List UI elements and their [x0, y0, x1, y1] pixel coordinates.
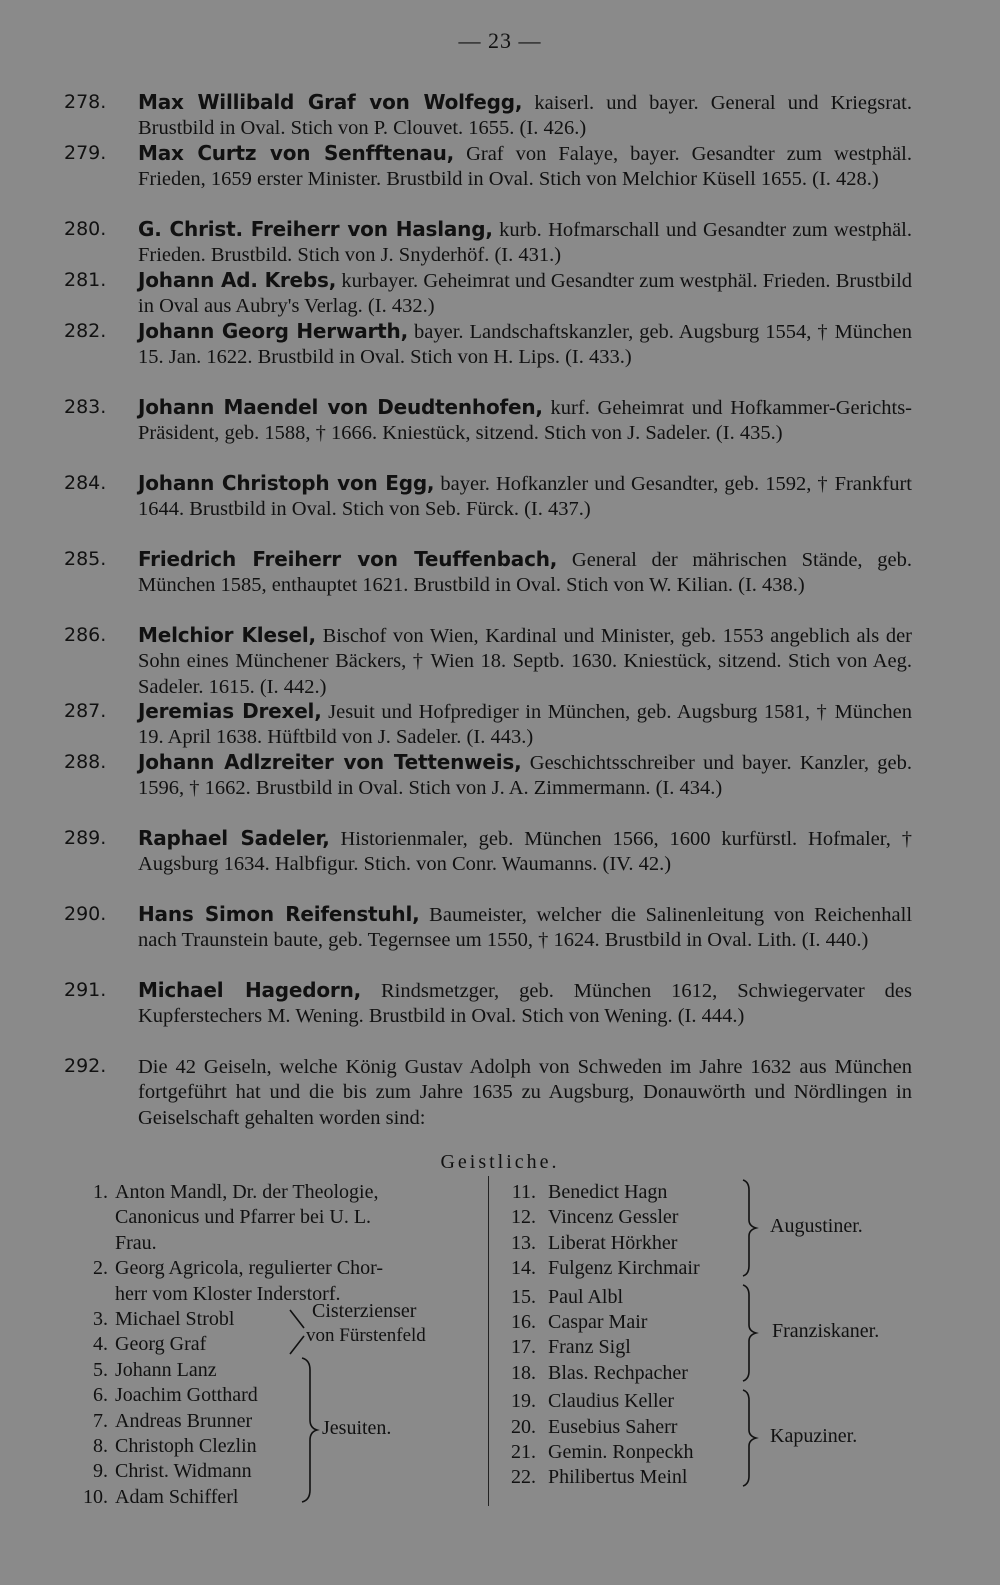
entry-text: General der mährischen Stände, geb. München 1585, enthauptet 1621. Brustbild in Oval. Stich von W. Kilian. (I. 438.): [138, 549, 912, 597]
list-index: 22.: [511, 1466, 536, 1489]
list-text: Vincenz Gessler: [548, 1206, 679, 1229]
list-text: Claudius Keller: [548, 1390, 675, 1413]
list-index: 5.: [93, 1358, 108, 1381]
cistercian-label-2: von Fürstenfeld: [306, 1325, 426, 1346]
entry-text: kurb. Hofmarschall und Gesandter zum westphäl. Frieden. Brustbild. Stich von J. Snyderhöf. (I. 431.): [138, 219, 912, 267]
list-index: 2.: [93, 1257, 108, 1280]
entry-number: 286.: [64, 624, 107, 646]
entry-name: G. Christ. Freiherr von Haslang,: [138, 217, 493, 241]
list-item: [70, 1459, 480, 1484]
list-index: 13.: [511, 1231, 536, 1254]
entry: [0, 902, 1000, 978]
list-index: 11.: [511, 1181, 536, 1203]
list-item: [500, 1285, 920, 1310]
entry: [0, 141, 1000, 217]
entry-name: Johann Ad. Krebs,: [138, 268, 337, 292]
list-index: 21.: [511, 1441, 536, 1464]
entry: [0, 319, 1000, 395]
entry-text: Die 42 Geiseln, welche König Gustav Adolph von Schweden im Jahre 1632 aus München fortgeführt hat und die bis zum Jahre 1635 zu Augsburg, Donauwörth und Nördlingen in Geiselschaft gehalten worden sind:: [138, 1056, 912, 1129]
entry-number: 290.: [64, 903, 107, 925]
list-item: [70, 1409, 480, 1434]
franciscan-label: Franziskaner.: [772, 1320, 880, 1342]
list-text: Canonicus und Pfarrer bei U. L.: [115, 1206, 372, 1229]
list-text: Johann Lanz: [115, 1358, 217, 1381]
entry-name: Hans Simon Reifenstuhl,: [138, 902, 420, 926]
entry: [0, 750, 1000, 826]
entry-name: Johann Georg Herwarth,: [138, 319, 408, 343]
entry: [0, 395, 1000, 471]
entry-number: 282.: [64, 320, 107, 342]
entry: [0, 699, 1000, 750]
jesuit-label: Jesuiten.: [322, 1417, 392, 1439]
list-index: 18.: [511, 1361, 536, 1384]
entry-number: 278.: [64, 91, 107, 113]
entry-number: 288.: [64, 751, 107, 773]
list-text: Blas. Rechpacher: [548, 1361, 688, 1384]
entry-number: 291.: [64, 979, 107, 1001]
entry-name: Johann Adlzreiter von Tettenweis,: [138, 750, 522, 774]
list-index: 6.: [93, 1384, 108, 1407]
entry-text: Rindsmetzger, geb. München 1612, Schwiegervater des Kupferstechers M. Wening. Brustbild in Oval. Stich von Wening. (I. 444.): [138, 980, 912, 1028]
list-text: herr vom Kloster Inderstorf.: [115, 1282, 341, 1305]
list-index: 8.: [93, 1435, 108, 1458]
list-item-continuation: [70, 1205, 480, 1230]
list-text: Caspar Mair: [548, 1311, 648, 1334]
entry: [0, 826, 1000, 902]
entry: [0, 1054, 1000, 1130]
entry-name: Raphael Sadeler,: [138, 826, 330, 850]
list-index: 14.: [511, 1257, 536, 1280]
list-text: Georg Graf: [115, 1333, 207, 1356]
entry-number: 280.: [64, 218, 107, 240]
list-text: Philibertus Meinl: [548, 1466, 688, 1489]
list-item: [500, 1389, 920, 1414]
list-text: Andreas Brunner: [115, 1409, 253, 1432]
franciscan-bracket: [740, 1283, 760, 1383]
list-text: Anton Mandl, Dr. der Theologie,: [115, 1181, 379, 1203]
list-text: Gemin. Ronpeckh: [548, 1441, 694, 1464]
augustinian-bracket: [740, 1178, 760, 1278]
entry: [0, 90, 1000, 141]
entry-name: Michael Hagedorn,: [138, 978, 362, 1002]
list-text: Georg Agricola, regulierter Chor-: [115, 1257, 384, 1280]
entry-name: Max Curtz von Senfftenau,: [138, 141, 455, 165]
entry-name: Melchior Klesel,: [138, 623, 316, 647]
entry-text: Historienmaler, geb. München 1566, 1600 kurfürstl. Hofmaler, † Augsburg 1634. Halbfigur. Stich. von Conr. Waumanns. (IV. 42.): [138, 828, 913, 876]
list-item: [500, 1361, 920, 1386]
list-index: 15.: [511, 1285, 536, 1308]
list-index: 10.: [83, 1485, 108, 1508]
entry-name: Johann Christoph von Egg,: [138, 471, 435, 495]
section-title: Geistliche.: [440, 1151, 560, 1173]
list-item-continuation: [70, 1282, 480, 1307]
list-index: 7.: [93, 1409, 108, 1432]
entry-name: Friedrich Freiherr von Teuffenbach,: [138, 547, 558, 571]
list-text: Joachim Gotthard: [115, 1384, 258, 1407]
entry: [0, 978, 1000, 1054]
list-item: [70, 1358, 480, 1383]
list-item: [70, 1434, 480, 1459]
list-text: Liberat Hörkher: [548, 1231, 678, 1254]
list-item: [500, 1465, 920, 1490]
list-text: Eusebius Saherr: [548, 1415, 678, 1438]
entry-text: Jesuit und Hofprediger in München, geb. Augsburg 1581, † München 19. April 1638. Hüftbild von J. Sadeler. (I. 443.): [138, 701, 912, 749]
list-text: Benedict Hagn: [548, 1181, 668, 1203]
list-text: Michael Strobl: [115, 1308, 235, 1331]
entry-number: 283.: [64, 396, 107, 418]
page-number: — 23 —: [458, 28, 542, 53]
entry-text: kurf. Geheimrat und Hofkammer-Gerichts-Präsident, geb. 1588, † 1666. Kniestück, sitzend. Stich von J. Sadeler. (I. 435.): [138, 397, 913, 445]
list-text: Paul Albl: [548, 1285, 624, 1308]
augustinian-label: Augustiner.: [770, 1215, 863, 1237]
entry-text: Bischof von Wien, Kardinal und Minister, geb. 1553 angeblich als der Sohn eines Münchener Bäckers, † Wien 18. Septb. 1630. Kniestück, sitzend. Stich von Aeg. Sadeler. 1615. (I. 442.): [138, 625, 913, 698]
list-text: Christ. Widmann: [115, 1460, 252, 1483]
list-index: 12.: [511, 1206, 536, 1229]
entry-text: kaiserl. und bayer. General und Kriegsrat. Brustbild in Oval. Stich von P. Clouvet. 1655. (I. 426.): [138, 92, 912, 140]
entry-text: kurbayer. Geheimrat und Gesandter zum westphäl. Frieden. Brustbild in Oval aus Aubry's Verlag. (I. 432.): [138, 270, 913, 318]
entry-number: 281.: [64, 269, 107, 291]
entry-name: Max Willibald Graf von Wolfegg,: [138, 90, 523, 114]
entry-number: 292.: [64, 1055, 107, 1077]
entry: [0, 268, 1000, 319]
entry-text: bayer. Hofkanzler und Gesandter, geb. 1592, † Frankfurt 1644. Brustbild in Oval. Stich von Seb. Fürck. (I. 437.): [138, 473, 912, 521]
list-text: Franz Sigl: [548, 1336, 631, 1359]
jesuit-bracket: [298, 1356, 320, 1504]
entry-name: Jeremias Drexel,: [138, 699, 322, 723]
list-item: [70, 1256, 480, 1281]
entry-number: 279.: [64, 142, 107, 164]
list-item: [70, 1485, 480, 1510]
list-index: 16.: [511, 1311, 536, 1334]
list-index: 1.: [93, 1181, 108, 1203]
entry-number: 287.: [64, 700, 107, 722]
entry-number: 289.: [64, 827, 107, 849]
list-item: [500, 1256, 920, 1281]
list-text: Fulgenz Kirchmair: [548, 1257, 700, 1280]
capuchin-bracket: [740, 1388, 760, 1488]
list-text: Adam Schifferl: [115, 1485, 239, 1508]
cistercian-label-1: Cisterzienser: [312, 1300, 417, 1322]
list-index: 9.: [93, 1460, 108, 1483]
list-index: 19.: [511, 1390, 536, 1413]
entry: [0, 217, 1000, 268]
entry: [0, 471, 1000, 547]
list-index: 4.: [93, 1333, 108, 1356]
list-item: [500, 1180, 920, 1205]
column-divider: [488, 1176, 489, 1506]
entry-list: [0, 90, 1000, 1130]
entry-text: Baumeister, welcher die Salinenleitung von Reichenhall nach Traunstein baute, geb. Tegernsee um 1550, † 1624. Brustbild in Oval. Lith. (I. 440.): [138, 904, 913, 952]
entry: [0, 547, 1000, 623]
list-item: [70, 1383, 480, 1408]
entry-name: Johann Maendel von Deudtenhofen,: [138, 395, 543, 419]
entry-number: 284.: [64, 472, 107, 494]
entry-number: 285.: [64, 548, 107, 570]
entry-text: Geschichtsschreiber und bayer. Kanzler, geb. 1596, † 1662. Brustbild in Oval. Stich von J. A. Zimmermann. (I. 434.): [138, 752, 912, 800]
entry: [0, 623, 1000, 699]
list-text: Christoph Clezlin: [115, 1435, 257, 1458]
list-index: 3.: [93, 1308, 108, 1331]
list-item: [70, 1180, 480, 1205]
list-text: Frau.: [115, 1231, 157, 1254]
capuchin-label: Kapuziner.: [770, 1425, 858, 1447]
entry-text: bayer. Landschaftskanzler, geb. Augsburg 1554, † München 15. Jan. 1622. Brustbild in Oval. Stich von H. Lips. (I. 433.): [138, 321, 912, 369]
entry-text: Graf von Falaye, bayer. Gesandter zum westphäl. Frieden, 1659 erster Minister. Brustbild in Oval. Stich von Melchior Küsell 1655. (I. 428.): [138, 143, 912, 191]
list-item-continuation: [70, 1231, 480, 1256]
list-index: 20.: [511, 1415, 536, 1438]
list-index: 17.: [511, 1336, 536, 1359]
